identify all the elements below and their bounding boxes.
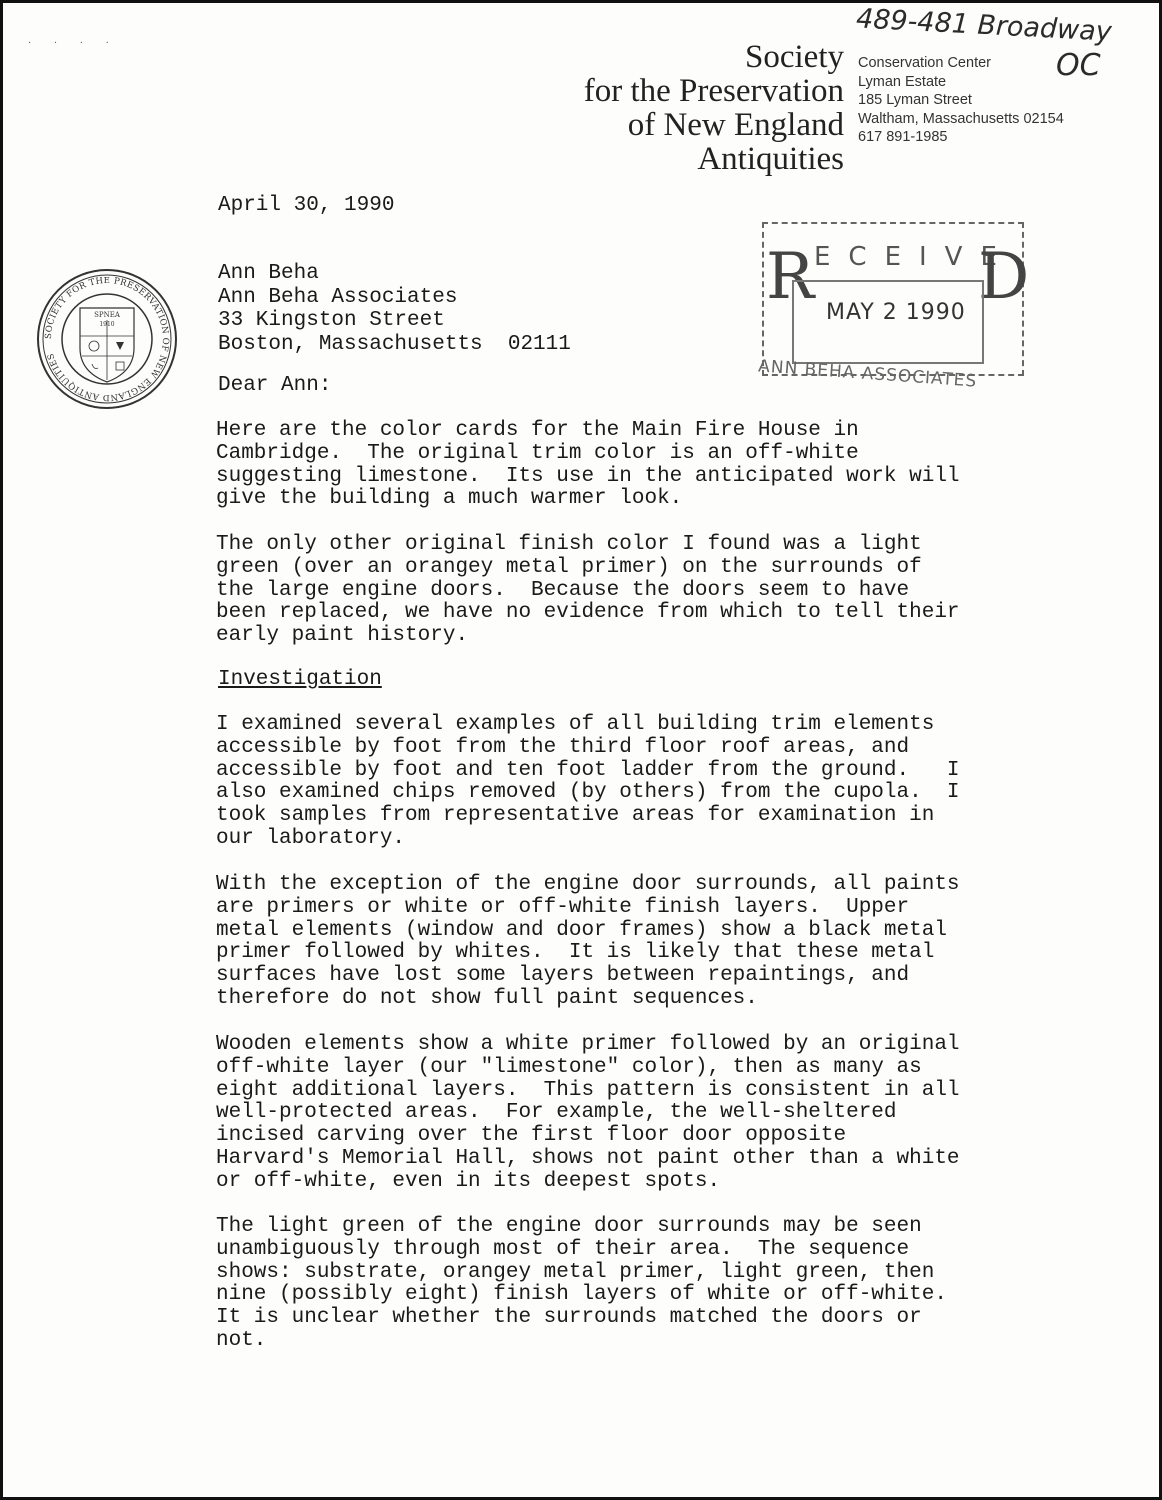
text-line: eight additional layers. This pattern is consistent in all bbox=[216, 1078, 960, 1102]
text-line: or off-white, even in its deepest spots. bbox=[216, 1169, 721, 1193]
text-line: surfaces have lost some layers between repaintings, and bbox=[216, 964, 910, 988]
text-line: incised carving over the first floor door opposite bbox=[216, 1124, 847, 1148]
text-line: give the building a much warmer look. bbox=[216, 487, 683, 511]
text-line: accessible by foot and ten foot ladder from the ground. I bbox=[216, 758, 960, 782]
text-line: With the exception of the engine door surrounds, all paints bbox=[216, 873, 960, 896]
spnea-seal-icon bbox=[36, 268, 178, 410]
stamp-first-letter: R bbox=[766, 240, 815, 314]
stamp-date: MAY 2 1990 bbox=[826, 300, 966, 325]
address-line: Ann Beha Associates bbox=[218, 285, 458, 309]
text-line: I examined several examples of all building trim elements bbox=[216, 713, 935, 736]
text-line: unambiguously through most of their area. The sequence bbox=[216, 1237, 910, 1261]
letterhead-org-name bbox=[584, 40, 844, 176]
text-line: Here are the color cards for the Main Fire House in bbox=[216, 419, 859, 442]
paragraph-2 bbox=[216, 534, 960, 648]
text-line: also examined chips removed (by others) from the cupola. I bbox=[216, 781, 960, 805]
text-line: suggesting limestone. Its use in the anticipated work will bbox=[216, 464, 960, 488]
text-line: primer followed by whites. It is likely that these metal bbox=[216, 941, 935, 965]
org-name-line: for the Preservation bbox=[583, 73, 844, 109]
section-heading-investigation: Investigation bbox=[218, 668, 382, 691]
paragraph-5 bbox=[216, 1034, 960, 1194]
org-address-line: Waltham, Massachusetts 02154 bbox=[858, 110, 1064, 127]
seal-year: 1910 bbox=[99, 321, 115, 328]
seal-acronym: SPNEA bbox=[94, 311, 120, 319]
text-line: It is unclear whether the surrounds matched the doors or bbox=[216, 1306, 922, 1330]
org-name-line: Antiquities bbox=[697, 141, 844, 177]
scan-specks: · · · · bbox=[28, 38, 119, 49]
text-line: metal elements (window and door frames) show a black metal bbox=[216, 918, 947, 942]
text-line: Harvard's Memorial Hall, shows not paint other than a white bbox=[216, 1146, 960, 1170]
text-line: shows: substrate, orangey metal primer, light green, then bbox=[216, 1260, 935, 1284]
paragraph-3 bbox=[216, 714, 960, 851]
org-name-line: Society bbox=[745, 39, 844, 75]
text-line: been replaced, we have no evidence from which to tell their bbox=[216, 601, 960, 625]
text-line: off-white layer (our "limestone" color), then as many as bbox=[216, 1055, 922, 1079]
address-line: 33 Kingston Street bbox=[218, 309, 445, 332]
org-address-line: 617 891-1985 bbox=[858, 129, 948, 145]
stamp-last-letter: D bbox=[978, 240, 1030, 314]
salutation: Dear Ann: bbox=[218, 374, 332, 397]
text-line: early paint history. bbox=[216, 624, 469, 648]
org-address-line: 185 Lyman Street bbox=[858, 92, 972, 108]
stamp-middle-letters: ECEIVE bbox=[814, 242, 1015, 272]
paragraph-1 bbox=[216, 420, 960, 511]
text-line: green (over an orangey metal primer) on the surrounds of bbox=[216, 555, 922, 579]
text-line: are primers or white or off-white finish layers. Upper bbox=[216, 895, 910, 919]
paragraph-4 bbox=[216, 874, 960, 1011]
text-line: our laboratory. bbox=[216, 826, 406, 850]
text-line: therefore do not show full paint sequences. bbox=[216, 986, 758, 1010]
handwritten-initials: OC bbox=[1056, 48, 1101, 83]
received-stamp bbox=[756, 220, 1030, 400]
text-line: took samples from representative areas for examination in bbox=[216, 804, 935, 828]
handwritten-address-note: 489-481 Broadway bbox=[855, 3, 1113, 48]
text-line: The only other original finish color I found was a light bbox=[216, 533, 922, 556]
org-address-line: Conservation Center bbox=[858, 55, 991, 71]
text-line: not. bbox=[216, 1328, 267, 1352]
text-line: Cambridge. The original trim color is an off-white bbox=[216, 441, 859, 465]
text-line: the large engine doors. Because the doors seem to have bbox=[216, 578, 910, 602]
text-line: Wooden elements show a white primer followed by an original bbox=[216, 1033, 960, 1056]
text-line: well-protected areas. For example, the well-sheltered bbox=[216, 1101, 897, 1125]
text-line: accessible by foot from the third floor roof areas, and bbox=[216, 735, 910, 759]
org-name-line: of New England bbox=[627, 107, 844, 143]
text-line: nine (possibly eight) finish layers of white or off-white. bbox=[216, 1283, 947, 1307]
paragraph-6 bbox=[216, 1216, 947, 1353]
address-line: Boston, Massachusetts 02111 bbox=[218, 332, 571, 356]
text-line: The light green of the engine door surrounds may be seen bbox=[216, 1215, 922, 1238]
letterhead-address bbox=[858, 54, 1064, 147]
address-line: Ann Beha bbox=[218, 262, 319, 285]
recipient-address bbox=[218, 262, 571, 356]
letter-date: April 30, 1990 bbox=[218, 194, 395, 217]
org-address-line: Lyman Estate bbox=[858, 73, 947, 90]
stamp-firm-name: ANN BEHA ASSOCIATES bbox=[757, 356, 978, 392]
seal-ring-text: SOCIETY FOR THE PRESERVATION OF NEW ENGLAND ANTIQUITIES bbox=[43, 275, 171, 403]
